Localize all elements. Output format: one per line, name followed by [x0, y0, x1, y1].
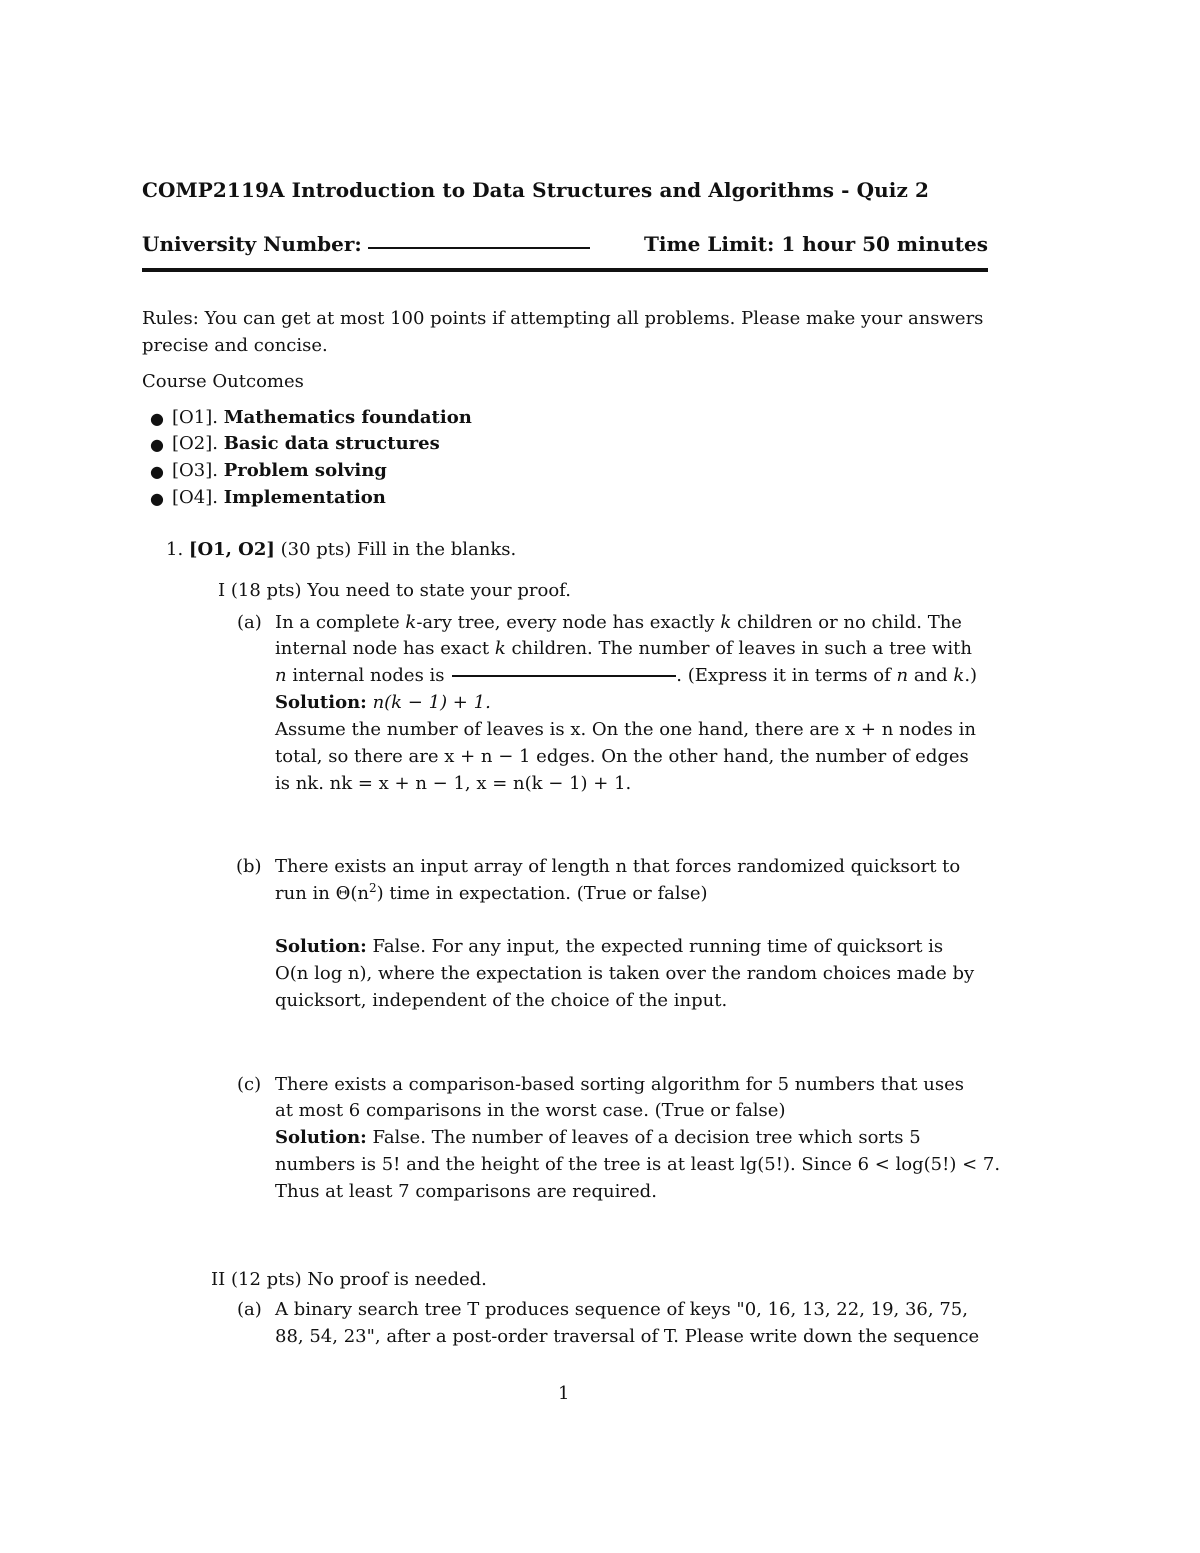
item-a-solution: Solution: n(k − 1) + 1. [275, 692, 491, 713]
item-a-line-7: is nk. nk = x + n − 1, x = n(k − 1) + 1. [275, 773, 632, 794]
outcome-code: [O3]. [172, 460, 218, 481]
university-number-blank[interactable] [368, 247, 590, 249]
part1-label: I [218, 580, 226, 601]
solution-label: Solution: [275, 936, 367, 957]
outcome-code: [O2]. [172, 433, 218, 454]
item-b-line-4: O(n log n), where the expectation is taken over the random choices made by [275, 963, 975, 984]
item-c-solution: Solution: False. The number of leaves of a decision tree which sorts 5 [275, 1127, 921, 1148]
university-number-label: University Number: [142, 232, 362, 256]
header-row [142, 232, 988, 260]
item-b-line-1: There exists an input array of length n that forces randomized quicksort to [275, 856, 961, 877]
item-a-line-6: total, so there are x + n − 1 edges. On the other hand, the number of edges [275, 746, 969, 767]
item-c-line-1: There exists a comparison-based sorting algorithm for 5 numbers that uses [275, 1074, 964, 1095]
outcome-label: Problem solving [223, 460, 387, 481]
item-c-label: (c) [237, 1074, 262, 1095]
item-b-solution: Solution: False. For any input, the expected running time of quicksort is [275, 936, 944, 957]
time-limit: Time Limit: 1 hour 50 minutes [644, 232, 988, 256]
item-c-line-4: numbers is 5! and the height of the tree is at least lg(5!). Since 6 < log(5!) < 7. [275, 1154, 1001, 1175]
rules-line-2: precise and concise. [142, 335, 328, 356]
outcome-item [150, 484, 386, 511]
part1-header [218, 577, 571, 604]
item-c-line-5: Thus at least 7 comparisons are required. [275, 1181, 657, 1202]
item-a-line-1: In a complete k-ary tree, every node has exactly k children or no child. The [275, 612, 962, 633]
q1-text: (30 pts) Fill in the blanks. [280, 539, 517, 560]
q1-tags: [O1, O2] [188, 539, 275, 560]
item-c-line-2: at most 6 comparisons in the worst case. (True or false) [275, 1100, 786, 1121]
part2-a-line-1: A binary search tree T produces sequence of keys "0, 16, 13, 22, 19, 36, 75, [275, 1299, 968, 1320]
bullet-icon: ● [150, 409, 164, 428]
part2-header [211, 1266, 487, 1293]
outcome-item [150, 430, 440, 457]
page-number: 1 [558, 1383, 570, 1404]
outcome-item [150, 457, 387, 484]
item-b-label: (b) [236, 856, 262, 877]
bullet-icon: ● [150, 462, 164, 481]
bullet-icon: ● [150, 489, 164, 508]
item-b-line-5: quicksort, independent of the choice of the input. [275, 990, 728, 1011]
item-a-label: (a) [237, 612, 262, 633]
solution-label: Solution: [275, 1127, 367, 1148]
part2-a-line-2: 88, 54, 23", after a post-order traversal of T. Please write down the sequence [275, 1326, 980, 1347]
header-divider [142, 268, 988, 272]
outcome-code: [O1]. [172, 407, 218, 428]
solution-label: Solution: [275, 692, 367, 713]
rules-line-1: Rules: You can get at most 100 points if attempting all problems. Please make your answers [142, 308, 984, 329]
outcome-code: [O4]. [172, 487, 218, 508]
quiz-title: COMP2119A Introduction to Data Structures and Algorithms - Quiz 2 [142, 178, 930, 202]
bullet-icon: ● [150, 435, 164, 454]
item-a-line-2: internal node has exact k children. The number of leaves in such a tree with [275, 638, 972, 659]
item-b-line-2: run in $\Theta(n^2)$ time in expectation. (True or false) [275, 881, 708, 904]
outcomes-heading: Course Outcomes [142, 371, 304, 392]
part2-label: II [211, 1269, 226, 1290]
part2-text: (12 pts) No proof is needed. [230, 1269, 487, 1290]
answer-blank[interactable] [452, 675, 676, 677]
part2-a-label: (a) [237, 1299, 262, 1320]
outcome-label: Basic data structures [223, 433, 440, 454]
part1-text: (18 pts) You need to state your proof. [230, 580, 571, 601]
q1-header [166, 536, 516, 563]
outcome-label: Implementation [223, 487, 386, 508]
q1-number: 1. [166, 539, 184, 560]
item-a-line-3: n internal nodes is . (Express it in terms of n and k.) [275, 665, 978, 686]
item-a-line-5: Assume the number of leaves is x. On the one hand, there are x + n nodes in [275, 719, 976, 740]
outcome-item [150, 404, 472, 431]
outcome-label: Mathematics foundation [223, 407, 472, 428]
